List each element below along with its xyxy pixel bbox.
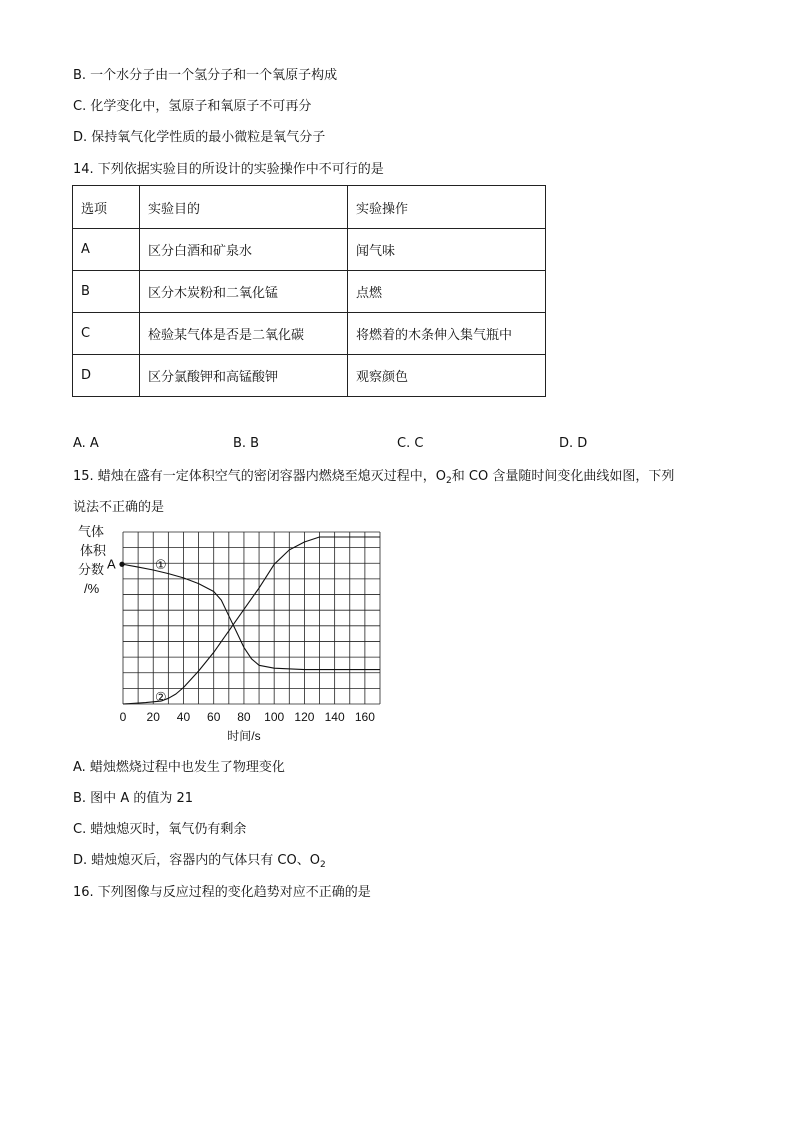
y-axis-label-line: 气体 xyxy=(78,524,105,539)
x-tick-label: 80 xyxy=(237,710,251,724)
q15-option-d-subscript: 2 xyxy=(319,860,326,870)
q14-option-b: B. B xyxy=(233,436,260,451)
curve-label-2: ② xyxy=(154,689,167,705)
y-axis-label-line: /% xyxy=(84,581,100,596)
x-tick-label: 100 xyxy=(264,710,285,724)
table-header-cell: 选项 xyxy=(73,186,140,229)
q15-stem-text-cont: 和 CO 含量随时间变化曲线如图，下列 xyxy=(451,469,675,484)
x-tick-label: 160 xyxy=(354,710,375,724)
q13-option-d: D. 保持氧气化学性质的最小微粒是氧气分子 xyxy=(73,130,326,145)
q14-stem: 14. 下列依据实验目的所设计的实验操作中不可行的是 xyxy=(73,162,384,177)
table-cell: B xyxy=(73,271,140,313)
y-axis-label-line: 分数 xyxy=(78,562,105,577)
q13-option-b: B. 一个水分子由一个氢分子和一个氧原子构成 xyxy=(73,68,338,83)
q15-option-b: B. 图中 A 的值为 21 xyxy=(73,791,194,806)
q15-stem xyxy=(73,468,674,490)
table-row xyxy=(73,229,546,271)
x-tick-label: 40 xyxy=(176,710,191,724)
table-cell: A xyxy=(73,229,140,271)
table-header-cell: 实验操作 xyxy=(348,186,546,229)
point-a-marker xyxy=(119,562,124,567)
table-cell: 观察颜色 xyxy=(348,355,546,397)
point-a-label: A xyxy=(107,556,116,572)
x-tick-label: 60 xyxy=(207,710,221,724)
y-axis-label-line: 体积 xyxy=(80,543,107,558)
q13-option-c: C. 化学变化中，氢原子和氧原子不可再分 xyxy=(73,99,312,114)
q14-table xyxy=(72,185,546,397)
table-cell: 检验某气体是否是二氧化碳 xyxy=(140,313,348,355)
x-tick-label: 120 xyxy=(294,710,315,724)
table-cell: 区分白酒和矿泉水 xyxy=(140,229,348,271)
table-header-cell: 实验目的 xyxy=(140,186,348,229)
series-line-1 xyxy=(123,564,380,669)
table-row xyxy=(73,313,546,355)
table-header-row xyxy=(73,186,546,229)
table-cell: 将燃着的木条伸入集气瓶中 xyxy=(348,313,546,355)
q15-stem-line2: 说法不正确的是 xyxy=(73,500,165,515)
curve-label-1: ① xyxy=(154,556,167,572)
q15-line-chart xyxy=(70,522,390,747)
x-tick-label: 0 xyxy=(119,710,127,724)
q14-option-c: C. C xyxy=(397,436,424,451)
chart-x-axis-label: 时间/s xyxy=(227,729,261,743)
chart-x-tick-labels xyxy=(120,710,376,724)
q15-option-c: C. 蜡烛熄灭时，氧气仍有剩余 xyxy=(73,822,247,837)
q14-option-d: D. D xyxy=(559,436,588,451)
table-cell: 点燃 xyxy=(348,271,546,313)
table-row xyxy=(73,355,546,397)
q15-option-d xyxy=(73,852,326,874)
table-cell: C xyxy=(73,313,140,355)
x-tick-label: 20 xyxy=(146,710,160,724)
q15-option-a: A. 蜡烛燃烧过程中也发生了物理变化 xyxy=(73,760,285,775)
chart-y-axis-label xyxy=(78,524,107,596)
table-cell: D xyxy=(73,355,140,397)
q15-option-d-text: D. 蜡烛熄灭后，容器内的气体只有 CO、O xyxy=(73,853,320,868)
x-tick-label: 140 xyxy=(324,710,345,724)
table-cell: 区分氯酸钾和高锰酸钾 xyxy=(140,355,348,397)
table-row xyxy=(73,271,546,313)
q15-stem-subscript: 2 xyxy=(446,476,452,486)
table-cell: 区分木炭粉和二氧化锰 xyxy=(140,271,348,313)
q14-option-a: A. A xyxy=(73,436,99,451)
table-cell: 闻气味 xyxy=(348,229,546,271)
q16-stem: 16. 下列图像与反应过程的变化趋势对应不正确的是 xyxy=(73,885,371,900)
q15-stem-text: 15. 蜡烛在盛有一定体积空气的密闭容器内燃烧至熄灭过程中，O xyxy=(73,469,447,484)
